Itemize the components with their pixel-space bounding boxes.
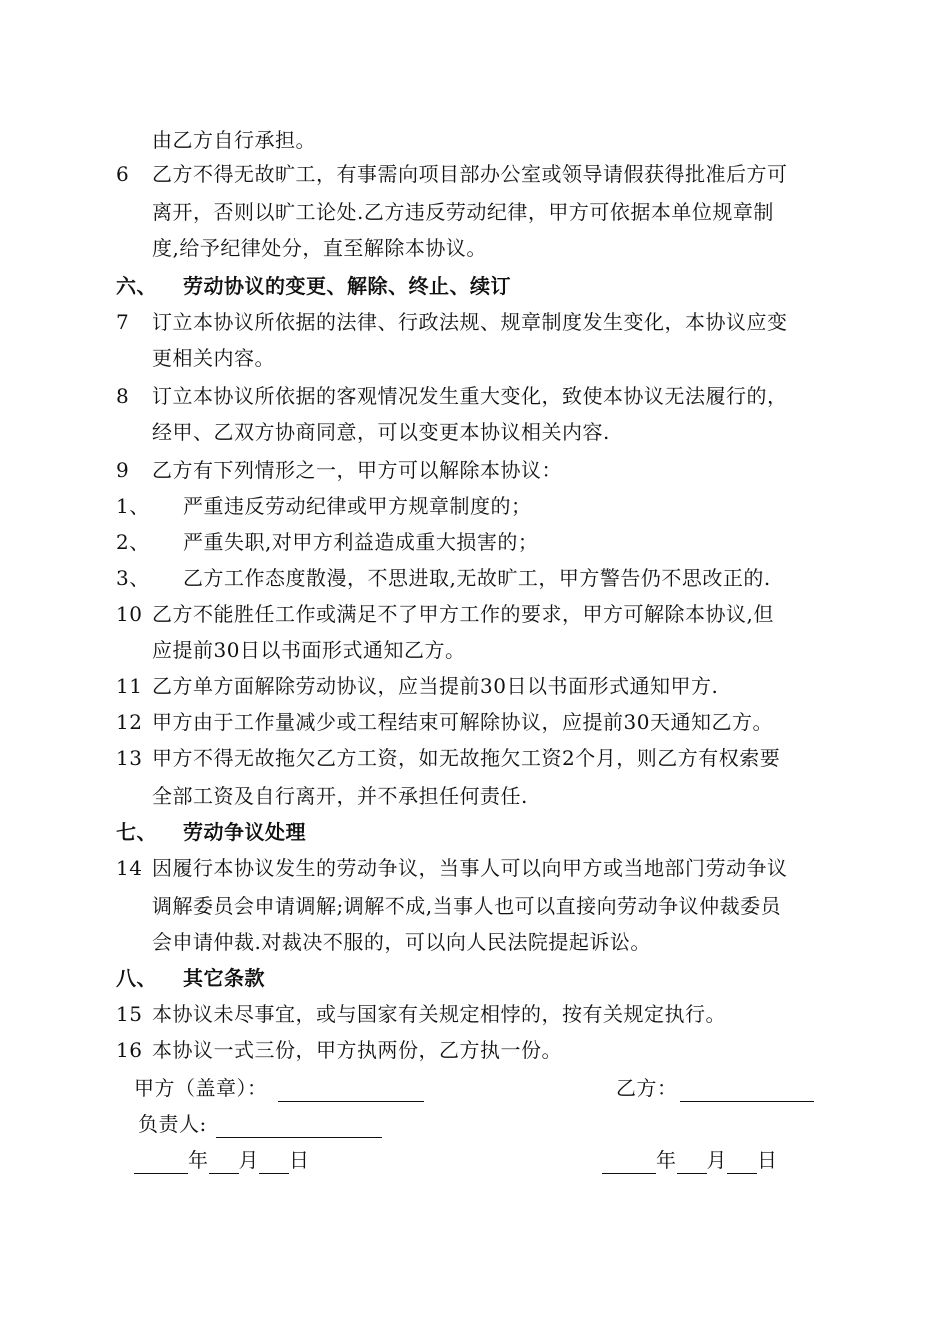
clause-16-number: 16 (116, 1038, 143, 1062)
subitem-2-text: 严重失职,对甲方利益造成重大损害的； (183, 530, 539, 554)
month-label: 月 (238, 1148, 259, 1172)
party-a-signature-line[interactable] (278, 1074, 424, 1102)
clause-15-number: 15 (116, 1002, 143, 1026)
section-8-number: 八、 (116, 966, 157, 990)
clause-6-line-1: 乙方不得无故旷工，有事需向项目部办公室或领导请假获得批准后方可 (152, 162, 788, 186)
clause-10-line-1: 乙方不能胜任工作或满足不了甲方工作的要求，甲方可解除本协议,但 (152, 602, 774, 626)
party-a-day-blank[interactable] (259, 1153, 289, 1174)
clause-13-line-2: 全部工资及自行离开，并不承担任何责任. (152, 784, 528, 808)
party-b-signature-line[interactable] (680, 1074, 814, 1102)
day-label: 日 (289, 1148, 310, 1172)
clause-14-line-1: 因履行本协议发生的劳动争议，当事人可以向甲方或当地部门劳动争议 (152, 856, 788, 880)
clause-7-number: 7 (116, 310, 130, 334)
subitem-1-number: 1、 (116, 494, 150, 518)
section-6-title: 劳动协议的变更、解除、终止、续订 (183, 274, 511, 298)
clause-12-line-1: 甲方由于工作量减少或工程结束可解除协议，应提前30天通知乙方。 (152, 710, 773, 734)
clause-16-line-1: 本协议一式三份，甲方执两份，乙方执一份。 (152, 1038, 562, 1062)
clause-15-line-1: 本协议未尽事宜，或与国家有关规定相悖的，按有关规定执行。 (152, 1002, 726, 1026)
party-b-date[interactable] (602, 1146, 778, 1174)
clause-10-line-2: 应提前30日以书面形式通知乙方。 (152, 638, 466, 662)
clause-8-line-1: 订立本协议所依据的客观情况发生重大变化，致使本协议无法履行的， (152, 384, 788, 408)
party-b-day-blank[interactable] (727, 1153, 757, 1174)
clause-14-line-3: 会申请仲裁.对裁决不服的，可以向人民法院提起诉讼。 (152, 930, 651, 954)
clause-8-number: 8 (116, 384, 130, 408)
clause-14-number: 14 (116, 856, 143, 880)
clause-5-continuation: 由乙方自行承担。 (152, 128, 316, 152)
clause-12-number: 12 (116, 710, 143, 734)
party-a-month-blank[interactable] (209, 1153, 239, 1174)
section-8-title: 其它条款 (183, 966, 265, 990)
subitem-3-text: 乙方工作态度散漫，不思进取,无故旷工，甲方警告仍不思改正的. (183, 566, 771, 590)
clause-14-line-2: 调解委员会申请调解;调解不成,当事人也可以直接向劳动争议仲裁委员 (152, 894, 782, 918)
clause-13-line-1: 甲方不得无故拖欠乙方工资，如无故拖欠工资2个月，则乙方有权索要 (152, 746, 781, 770)
section-6-number: 六、 (116, 274, 157, 298)
clause-9-line-1: 乙方有下列情形之一，甲方可以解除本协议： (152, 458, 562, 482)
month-label: 月 (706, 1148, 727, 1172)
day-label: 日 (757, 1148, 778, 1172)
responsible-person-signature-line[interactable] (216, 1110, 382, 1138)
clause-13-number: 13 (116, 746, 143, 770)
section-7-title: 劳动争议处理 (183, 820, 306, 844)
party-b-month-blank[interactable] (677, 1153, 707, 1174)
party-b-label: 乙方： (616, 1076, 678, 1100)
clause-8-line-2: 经甲、乙双方协商同意，可以变更本协议相关内容. (152, 420, 610, 444)
clause-6-line-3: 度,给予纪律处分，直至解除本协议。 (152, 236, 487, 260)
party-a-date[interactable] (134, 1146, 310, 1174)
clause-11-number: 11 (116, 674, 143, 698)
party-a-year-blank[interactable] (134, 1153, 188, 1174)
party-b-year-blank[interactable] (602, 1153, 656, 1174)
clause-11-line-1: 乙方单方面解除劳动协议，应当提前30日以书面形式通知甲方. (152, 674, 719, 698)
clause-7-line-2: 更相关内容。 (152, 346, 275, 370)
responsible-person-label: 负责人: (138, 1112, 207, 1136)
subitem-2-number: 2、 (116, 530, 150, 554)
clause-6-number: 6 (116, 162, 130, 186)
section-7-number: 七、 (116, 820, 157, 844)
year-label: 年 (188, 1148, 209, 1172)
party-a-seal-label: 甲方（盖章）： (134, 1076, 268, 1100)
clause-7-line-1: 订立本协议所依据的法律、行政法规、规章制度发生变化，本协议应变 (152, 310, 788, 334)
clause-10-number: 10 (116, 602, 143, 626)
clause-9-number: 9 (116, 458, 130, 482)
clause-6-line-2: 离开，否则以旷工论处.乙方违反劳动纪律，甲方可依据本单位规章制 (152, 200, 774, 224)
subitem-1-text: 严重违反劳动纪律或甲方规章制度的； (183, 494, 532, 518)
year-label: 年 (656, 1148, 677, 1172)
subitem-3-number: 3、 (116, 566, 150, 590)
